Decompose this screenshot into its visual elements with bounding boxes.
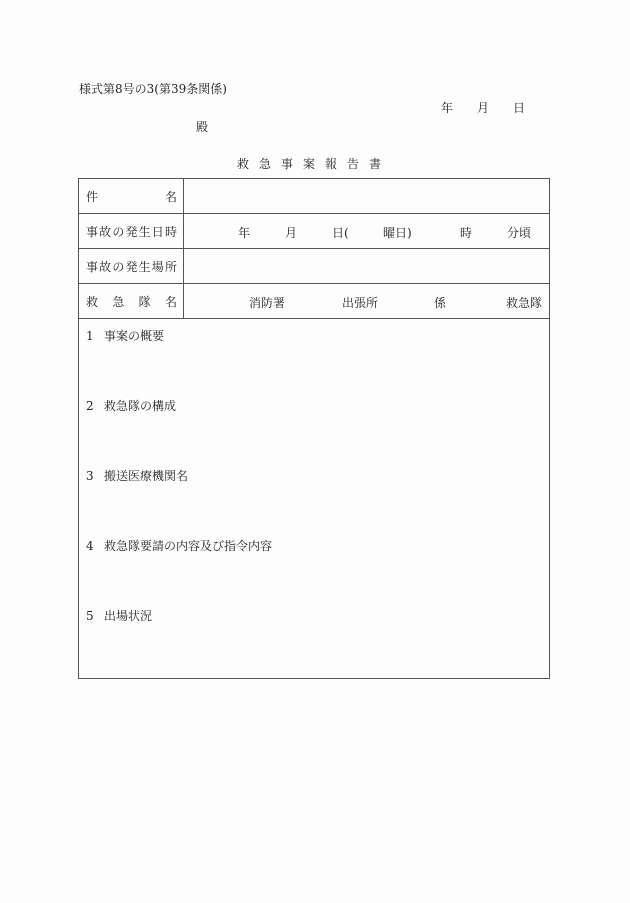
section-team-composition[interactable]: 2 救急隊の構成 <box>86 399 177 413</box>
form-number: 様式第8号の3(第39条関係) <box>79 82 227 96</box>
label-case-name: 件 名 <box>79 179 184 213</box>
incident-location-field[interactable] <box>184 249 549 283</box>
fire-station-unit: 消防署 <box>249 296 286 310</box>
ambulance-team-unit: 救急隊 <box>506 296 543 310</box>
row-ambulance-unit <box>79 284 549 319</box>
label-incident-location: 事 故 の 発 生 場 所 <box>79 249 184 283</box>
ambulance-unit-field[interactable] <box>184 284 549 318</box>
document-title: 救急事案報告書 <box>237 157 392 171</box>
minute-unit: 分頃 <box>507 226 532 240</box>
section-dispatch-status[interactable]: 5 出場状況 <box>86 609 153 623</box>
section-request-and-dispatch[interactable]: 4 救急隊要請の内容及び指令内容 <box>86 539 273 553</box>
row-case-name <box>79 179 549 214</box>
date-month-label: 月 <box>477 101 490 115</box>
report-date <box>441 99 525 116</box>
report-form-table <box>78 178 550 679</box>
month-unit: 月 <box>285 226 298 240</box>
date-day-label: 日 <box>513 101 526 115</box>
branch-office-unit: 出張所 <box>342 296 379 310</box>
addressee-suffix: 殿 <box>196 120 209 134</box>
row-incident-datetime <box>79 214 549 249</box>
day-unit: 日( <box>332 226 349 240</box>
weekday-unit: 曜日) <box>383 226 412 240</box>
case-name-field[interactable] <box>184 179 549 213</box>
incident-datetime-field[interactable] <box>184 214 549 248</box>
section-hospital-name[interactable]: 3 搬送医療機関名 <box>86 469 189 483</box>
row-incident-location <box>79 249 549 284</box>
label-ambulance-unit: 救 急 隊 名 <box>79 284 184 318</box>
section-case-summary[interactable]: 1 事案の概要 <box>86 329 165 343</box>
label-incident-datetime: 事 故 の 発 生 日 時 <box>79 214 184 248</box>
date-year-label: 年 <box>441 101 454 115</box>
year-unit: 年 <box>238 226 251 240</box>
section-unit: 係 <box>434 296 447 310</box>
hour-unit: 時 <box>460 226 473 240</box>
